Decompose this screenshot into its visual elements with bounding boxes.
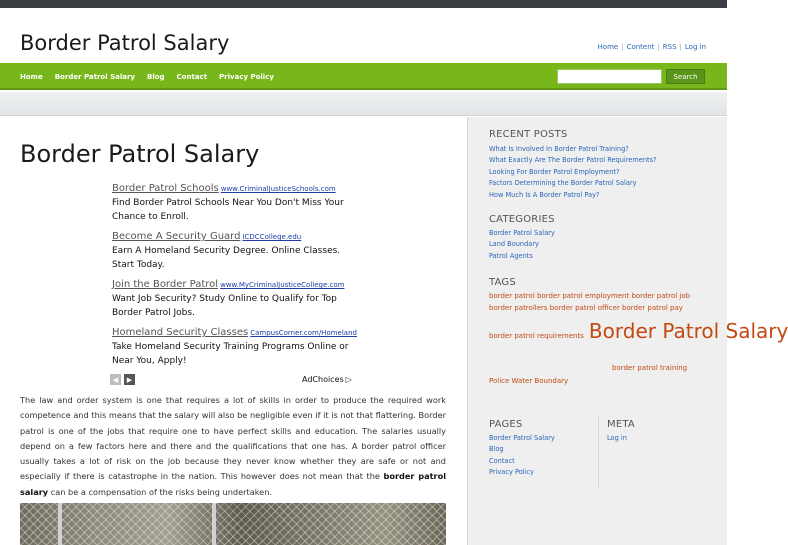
- top-link-login[interactable]: Log in: [684, 43, 706, 51]
- ad-pager: [110, 374, 135, 385]
- ad-url-link[interactable]: www.MyCriminalJusticeCollege.com: [220, 281, 345, 289]
- nav-item-contact[interactable]: Contact: [176, 72, 208, 81]
- separator: |: [621, 43, 624, 51]
- nav-item-home[interactable]: Home: [20, 72, 43, 81]
- ad-item: [112, 230, 356, 272]
- tag-link[interactable]: Police Water Boundary: [489, 377, 569, 385]
- tag-link[interactable]: border patrollers border patrol officer border patrol pay: [489, 304, 683, 312]
- page-title: Border Patrol Salary: [20, 140, 260, 168]
- ad-text: Find Border Patrol Schools Near You Don't Miss Your Chance to Enroll.: [112, 198, 344, 222]
- page-link[interactable]: Privacy Policy: [489, 468, 534, 477]
- adchoices-icon: ▷: [345, 375, 352, 384]
- separator: |: [679, 43, 682, 51]
- recent-posts-list: [489, 144, 657, 201]
- ad-item: [112, 278, 356, 320]
- ad-text: Want Job Security? Study Online to Qualify for Top Border Patrol Jobs.: [112, 294, 337, 318]
- tag-cloud: [489, 290, 788, 387]
- tag-link-large[interactable]: Border Patrol Salary: [588, 319, 788, 343]
- recent-post-link[interactable]: Factors Determining the Border Patrol Salary: [489, 179, 637, 188]
- ad-next-icon[interactable]: ▶: [124, 374, 135, 385]
- ad-prev-icon[interactable]: ◀: [110, 374, 121, 385]
- ad-title-link[interactable]: Become A Security Guard: [112, 231, 241, 242]
- meta-link-login[interactable]: Log in: [607, 434, 627, 442]
- adchoices-label: AdChoices: [302, 375, 344, 384]
- top-dark-bar: [0, 0, 727, 8]
- category-link[interactable]: Border Patrol Salary: [489, 229, 555, 237]
- ad-item: [112, 182, 356, 224]
- recent-posts-heading: RECENT POSTS: [489, 129, 568, 140]
- sub-header-bar: [0, 92, 727, 116]
- nav-item-privacy-policy[interactable]: Privacy Policy: [219, 72, 274, 81]
- ad-title-link[interactable]: Border Patrol Schools: [112, 183, 219, 194]
- page-link[interactable]: Contact: [489, 456, 515, 465]
- page-link[interactable]: Blog: [489, 445, 504, 454]
- fence-pole: [212, 503, 216, 545]
- nav-item-border-patrol-salary[interactable]: Border Patrol Salary: [54, 72, 135, 81]
- nav-item-blog[interactable]: Blog: [146, 72, 165, 81]
- ad-url-link[interactable]: www.CriminalJusticeSchools.com: [220, 185, 336, 193]
- article-body: [20, 393, 446, 500]
- top-link-home[interactable]: Home: [597, 43, 619, 51]
- ad-url-link[interactable]: ICDCCollege.edu: [242, 233, 302, 241]
- recent-post-link[interactable]: How Much Is A Border Patrol Pay?: [489, 190, 600, 199]
- separator: |: [657, 43, 660, 51]
- ad-title-link[interactable]: Join the Border Patrol: [112, 279, 219, 290]
- fence-pole: [58, 503, 62, 545]
- top-links: [598, 43, 706, 51]
- pages-heading: PAGES: [489, 419, 523, 430]
- top-link-rss[interactable]: RSS: [662, 43, 677, 51]
- page-link[interactable]: Border Patrol Salary: [489, 434, 555, 442]
- article-photo: [20, 503, 446, 545]
- tag-link[interactable]: border patrol training: [612, 364, 688, 372]
- ad-url-link[interactable]: CampusCorner.com/Homeland: [250, 329, 357, 337]
- article-text: The law and order system is one that requires a lot of skills in order to produce the required work competence and this means that the salary will also be negligible even if it is not that flattering. Border patrol is one of the jobs that require one to have perfect skills and education. The salaries usually depend on a few factors here and there and the qualifications that one has. A border patrol officer usually takes a lot of risk on the job because they never know whether they are safe or not and especially if there is catastrophe in the nation. This however does not mean that the: [20, 395, 446, 482]
- tags-heading: TAGS: [489, 277, 516, 288]
- pages-list: [489, 433, 555, 479]
- site-title[interactable]: Border Patrol Salary: [20, 31, 230, 55]
- categories-heading: CATEGORIES: [489, 214, 555, 225]
- nav-menu: [14, 63, 280, 90]
- recent-post-link[interactable]: Looking For Border Patrol Employment?: [489, 167, 620, 176]
- meta-heading: META: [607, 419, 635, 430]
- adchoices-link[interactable]: [302, 375, 352, 384]
- recent-post-link[interactable]: What Exactly Are The Border Patrol Requirements?: [489, 156, 657, 165]
- category-link[interactable]: Patrol Agents: [489, 251, 533, 260]
- article-text-end: can be a compensation of the risks being undertaken.: [48, 486, 272, 497]
- category-link[interactable]: Land Boundary: [489, 240, 539, 249]
- fence-texture: [20, 503, 446, 545]
- ad-block: [112, 182, 356, 374]
- meta-list: [607, 433, 627, 444]
- ad-text: Earn A Homeland Security Degree. Online Classes. Start Today.: [112, 246, 341, 270]
- search-button[interactable]: Search: [666, 69, 705, 84]
- ad-title-link[interactable]: Homeland Security Classes: [112, 327, 249, 338]
- tag-link[interactable]: border patrol border patrol employment border patrol job: [489, 292, 691, 300]
- recent-post-link[interactable]: What Is Involved In Border Patrol Training?: [489, 145, 629, 153]
- tag-link[interactable]: border patrol requirements: [489, 332, 584, 340]
- sidebar-column-divider: [598, 415, 599, 489]
- ad-item: [112, 326, 356, 368]
- categories-list: [489, 228, 555, 262]
- top-link-content[interactable]: Content: [626, 43, 655, 51]
- ad-text: Take Homeland Security Training Programs Online or Near You, Apply!: [112, 342, 349, 366]
- article-bold-keyword: border patrol salary: [20, 471, 446, 497]
- search-input[interactable]: [557, 69, 662, 84]
